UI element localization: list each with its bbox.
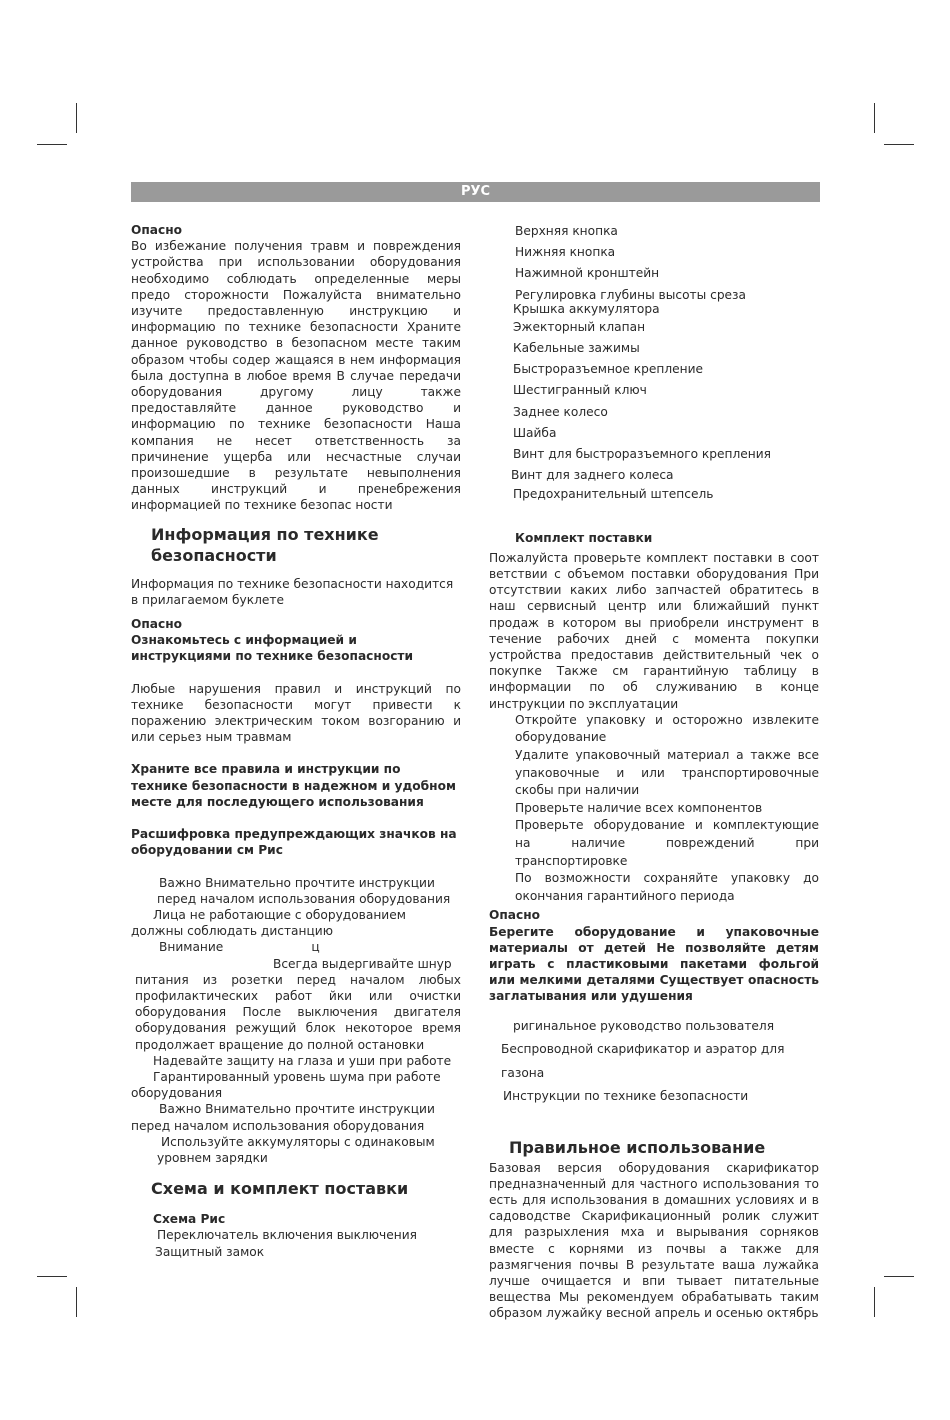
kit-step: Удалите упаковочный материал а также все упаковочные и или транспортировочные скобы при наличии [515, 748, 819, 798]
symbol-text: Важно Внимательно прочтите инструкции [159, 875, 435, 890]
scheme-heading: Схема и комплект поставки [151, 1179, 409, 1199]
danger-text: Во избежание получения травм и повреждения устройства при использовании оборудования необходимо соблюдать определенные меры предо сторожности Пожалуйста внимательно изучите предоставленную инструкцию и информацию по технике безопасности Храните данное руководство в безопасном месте таким образом чтобы содер жащаяся в нем информация была доступна в любое время В случае передачи оборудования другому лицу также предоставляйте данное руководство и информацию по технике безопасности Наша компания не несет ответственность за причинение ущерба или несчастные случаи произошедшие в результате невыполнения данных инструкций и пренебрежения информацией по технике безопас ности [131, 239, 461, 513]
kit-step: По возможности сохраняйте упаковку до окончания гарантийного периода [515, 871, 819, 903]
part-item: Крышка аккумулятора [513, 301, 660, 316]
danger-text: Берегите оборудование и упаковочные материалы от детей Не позволяйте детям играть с пластиковыми пакетами фольгой или мелкими деталями Существует опасность заглатывания или удушения [489, 924, 819, 1004]
kit-step: Проверьте наличие всех компонентов [515, 800, 763, 815]
contents-item: Беспроводной скарификатор и аэратор для газона [501, 1042, 785, 1080]
language-header-bar: РУС [131, 182, 820, 202]
danger-title: Опасно [131, 617, 183, 632]
part-item: Нажимной кронштейн [515, 266, 660, 281]
symbol-text: перед началом использования оборудования [131, 1118, 425, 1133]
safety-heading: Информация по технике безопасности [151, 524, 379, 565]
part-item: Защитный замок [155, 1244, 265, 1259]
symbol-text: уровнем зарядки [157, 1150, 268, 1165]
contents-item: ригинальное руководство пользователя [513, 1018, 775, 1033]
symbol-text: Гарантированный уровень шума при работе [153, 1069, 441, 1084]
crop-mark [76, 1287, 77, 1317]
symbol-text: Всегда выдергивайте шнур [273, 956, 452, 971]
crop-mark [884, 1276, 914, 1277]
kit-steps [489, 712, 819, 906]
part-item: Предохранительный штепсель [513, 487, 714, 502]
symbols-title: Расшифровка предупреждающих значков на оборудовании см Рис [131, 827, 457, 858]
kit-step: Проверьте оборудование и комплектующие на наличие повреждений при транспортировке [515, 818, 819, 868]
symbol-text: Надевайте защиту на глаза и уши при работе [153, 1053, 452, 1068]
proper-use-heading: Правильное использование [509, 1137, 766, 1157]
proper-use-text: Базовая версия оборудования скарификатор предназначенный для частного использования то есть для использования в домашних условиях и в садоводстве Скарификационный ролик служит для разрыхления мха и вырывания сорняков вместе с корнями из почвы а также для размягчения почвы В результате ваша лужайка лучше очищается и впи тывает питательные вещества Мы рекомендуем обрабатывать таким образом лужайку весной апрель и осенью октябрь [489, 1160, 819, 1321]
right-column [489, 221, 819, 1322]
part-item: Шестигранный ключ [513, 383, 647, 398]
danger-title: Опасно [131, 223, 183, 237]
symbols-list [131, 875, 461, 1167]
part-item: Нижняя кнопка [515, 245, 616, 260]
crop-mark [884, 144, 914, 145]
scheme-subtitle: Схема Рис [153, 1212, 226, 1227]
part-item: Переключатель включения выключения [157, 1228, 417, 1243]
contents-item: Инструкции по технике безопасности [503, 1089, 749, 1104]
symbol-text: оборудования [131, 1086, 223, 1101]
symbol-text: Используйте аккумуляторы с одинаковым [161, 1134, 435, 1149]
symbol-text: Внимание ц [159, 940, 320, 955]
crop-mark [37, 144, 67, 145]
part-item: Шайба [513, 425, 557, 440]
symbol-text: Важно Внимательно прочтите инструкции [159, 1102, 435, 1117]
crop-mark [37, 1276, 67, 1277]
parts-list [489, 301, 819, 317]
kit-text: Пожалуйста проверьте комплект поставки в соот ветствии с объемом поставки оборудования При отсутствии каких либо запчастей обратитесь в наш сервисный центр или ближайший пункт продаж в котором вы приобрели инструмент в течение рабочих дней с момента покупки устройства предоставив действительный чек о покупке Также см гарантийную таблицу в информации по об служиванию в конце инструкции по эксплуатации [489, 550, 819, 711]
crop-mark [874, 1287, 875, 1317]
safety-text: Информация по технике безопасности находится в прилагаемом буклете [131, 576, 454, 607]
danger-subtitle: Ознакомьтесь с информацией и инструкциями по технике безопасности [131, 633, 414, 664]
part-item: Эжекторный клапан [513, 319, 646, 334]
symbol-text: питания из розетки перед началом любых профилактических работ йки или очистки оборудования После выключения двигателя оборудования режущий блок некоторое время продолжает вращение до полной остановки [135, 972, 461, 1052]
left-column [131, 222, 461, 1260]
part-item: Регулировка глубины высоты среза [515, 287, 747, 302]
symbol-text: должны соблюдать дистанцию [131, 924, 333, 939]
violation-text: Любые нарушения правил и инструкций по технике безопасности могут привести к поражению электрическим током возгоранию и или серьез ным травмам [131, 681, 461, 745]
crop-mark [874, 103, 875, 133]
contents-list [489, 1015, 819, 1109]
parts-list [489, 221, 819, 306]
keep-rules-note: Храните все правила и инструкции по технике безопасности в надежном и удобном месте для последующего использования [131, 762, 456, 809]
part-item: Быстроразъемное крепление [513, 362, 704, 377]
danger-title: Опасно [489, 908, 541, 923]
part-item: Кабельные зажимы [513, 341, 640, 356]
kit-title: Комплект поставки [515, 530, 653, 545]
part-item: Верхняя кнопка [515, 224, 618, 238]
parts-list [489, 317, 819, 487]
part-item: Заднее колесо [513, 404, 608, 419]
crop-mark [76, 103, 77, 133]
part-item: Винт для быстроразъемного крепления [513, 447, 771, 462]
part-item: Винт для заднего колеса [511, 468, 674, 483]
symbol-text: перед началом использования оборудования [157, 891, 451, 906]
symbol-text: Лица не работающие с оборудованием [153, 907, 406, 922]
kit-step: Откройте упаковку и осторожно извлеките оборудование [515, 712, 819, 745]
